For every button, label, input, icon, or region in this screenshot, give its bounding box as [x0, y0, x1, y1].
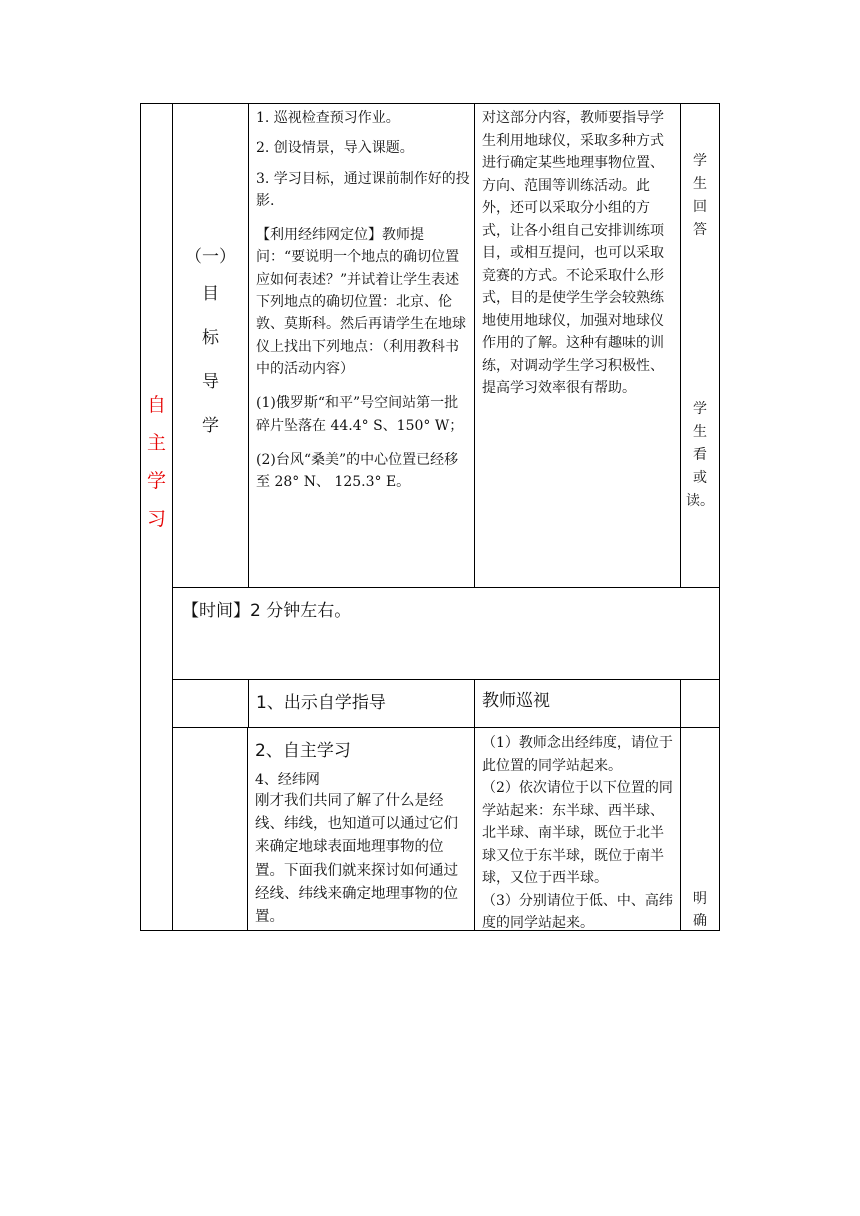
- student-char: 明: [693, 891, 707, 907]
- student-activity-b: [681, 398, 719, 513]
- activity-item: 1. 巡视检查预习作业。: [256, 110, 400, 126]
- student-char: 确: [693, 913, 707, 929]
- student-char: 学: [693, 401, 707, 417]
- stage-number: （一）: [185, 247, 236, 267]
- section-label-char: 主: [146, 432, 166, 454]
- stage-char: 标: [202, 328, 219, 348]
- student-activity-a: [681, 150, 719, 242]
- activity-item: 2. 创设情景，导入课题。: [256, 140, 414, 157]
- student-char: 生: [693, 424, 707, 440]
- student-char: 看: [693, 447, 707, 463]
- student-char: 回: [693, 199, 707, 215]
- activity-item: 【利用经纬网定位】教师提问：“要说明一个地点的确切位置应如何表述？”并试着让学生表述下列地点的确切位置：北京、伦敦、莫斯科。然后再请学生在地球仪上找出下列地点：（利用教科书中的活动内容）: [256, 227, 466, 377]
- student-char: 答: [693, 222, 707, 238]
- self-study-heading: 2、自主学习: [255, 741, 351, 761]
- student-char: 或: [693, 470, 707, 486]
- section-label: [141, 386, 172, 538]
- design-text: 对这部分内容，教师要指导学生利用地球仪，采取多种方式进行确定某些地理事物位置、方向、范围等训练活动。此外，还可以采取分小组的方式，让各小组自己安排训练项目，或相互提问，也可以采取竞赛的方式。不论采取什么形式，目的是使学生学会较熟练地使用地球仪，加强对地球仪作用的了解。这种有趣味的训练，对调动学生学习积极性、提高学习效率很有帮助。: [482, 110, 664, 396]
- time-row: 【时间】2 分钟左右。: [182, 601, 352, 621]
- student-activity-c: [681, 888, 719, 932]
- stage-char: 目: [202, 284, 219, 304]
- design-item: （1）教师念出经纬度，请位于此位置的同学站起来。: [482, 735, 673, 774]
- self-study-body: 刚才我们共同了解了什么是经线、纬线，也知道可以通过它们来确定地球表面地理事物的位置。下面我们就来探讨如何通过经线、纬线来确定地理事物的位置。: [255, 793, 458, 926]
- design-cell: [482, 107, 676, 400]
- stage-char: 导: [202, 372, 219, 392]
- row4-design-cell: [482, 732, 676, 935]
- activity-item: 3. 学习目标，通过课前制作好的投影.: [256, 170, 470, 209]
- activity-item: (2)台风“桑美”的中心位置已经移至 28° N、 125.3° E。: [256, 451, 459, 491]
- student-char: 读。: [686, 493, 714, 509]
- teacher-patrol: 教师巡视: [482, 691, 550, 711]
- section-label-char: 习: [146, 508, 166, 530]
- design-item: （2）依次请位于以下位置的同学站起来：东半球、西半球、北半球、南半球，既位于北半球又位于东半球，既位于南半球，又位于西半球。: [482, 780, 673, 886]
- student-char: 学: [693, 153, 707, 169]
- activity-item: (1)俄罗斯“和平”号空间站第一批碎片坠落在 44.4° S、150° W；: [256, 395, 464, 434]
- student-char: 生: [693, 176, 707, 192]
- stage-label: [173, 242, 248, 448]
- section-label-char: 自: [146, 394, 166, 416]
- self-study-sub: 4、经纬网: [255, 772, 320, 788]
- self-study-guide: 1、出示自学指导: [256, 693, 386, 713]
- self-study-cell: [255, 738, 471, 929]
- activity-cell: [256, 107, 470, 493]
- design-item: （3）分别请位于低、中、高纬度的同学站起来。: [482, 892, 673, 931]
- stage-char: 学: [202, 416, 219, 436]
- section-label-char: 学: [146, 470, 166, 492]
